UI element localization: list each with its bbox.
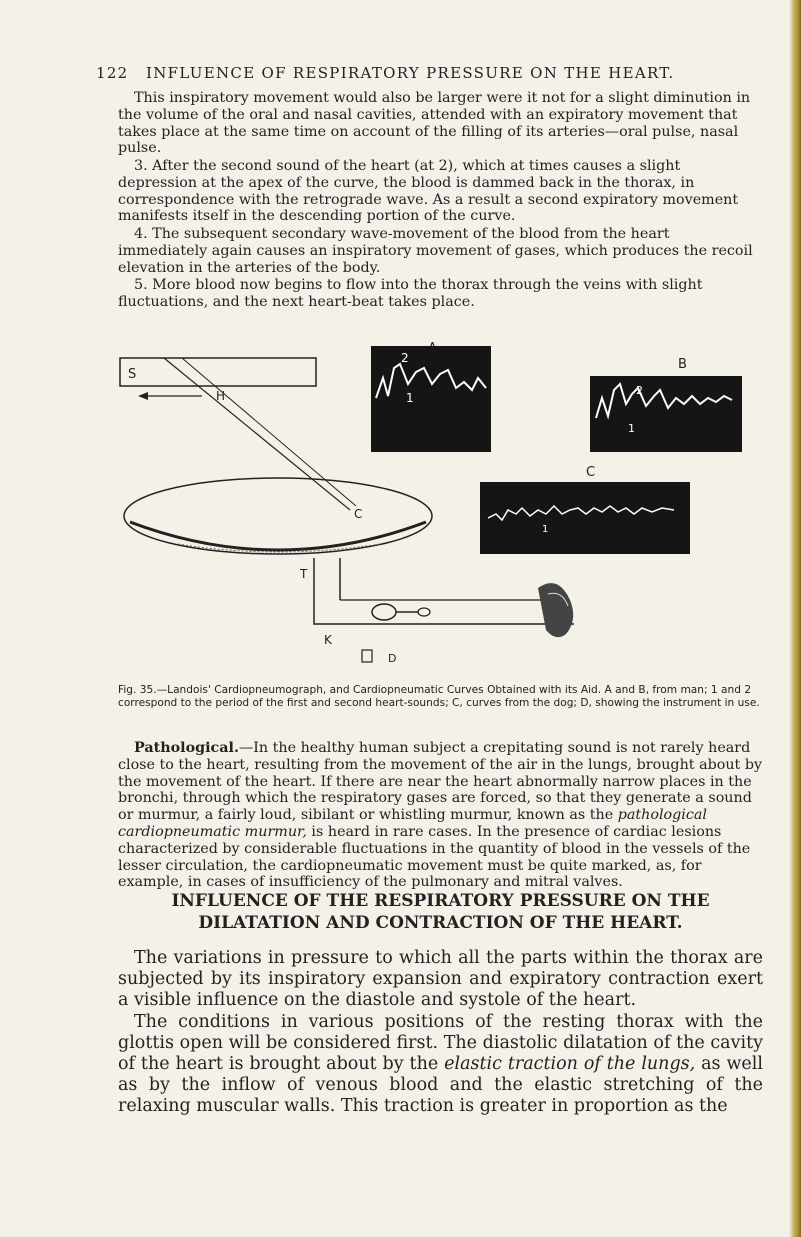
label-d-box (362, 650, 372, 662)
body-p2-b: as well as by the inflow of venous blood and the elastic stretching of the relaxing muscular walls. This traction is greater in proportion as the (118, 1054, 763, 1116)
pathological-lead: Pathological. (134, 740, 239, 756)
body-p2-italic: elastic traction of the lungs, (444, 1054, 696, 1074)
label-d: D (388, 652, 397, 665)
figure-caption: Fig. 35.—Landois' Cardiopneumograph, and Cardiopneumatic Curves Obtained with its Aid. A and B, from man; 1 and 2 correspond to the period of the first and second heart-sounds; C, curves from the dog; D, showing the instrument in use. (118, 684, 760, 709)
tube-and-stand (299, 558, 574, 665)
label-k: K (324, 633, 332, 647)
label-c-curve: C (586, 465, 596, 480)
pathological-text: —In the healthy human subject a crepitating sound is not rarely heard close to the heart, resulting from the movement of the air in the lungs, brought about by the movement of the heart. If there are near the heart abnormally narrow places in the bronchi, through which the respiratory gases are forced, so that they generate a sound or murmur, a fairly loud, sibilant or whistling murmur, known as the (118, 740, 763, 824)
tambour-drum (124, 478, 432, 554)
page-edge (789, 0, 801, 1237)
label-one-a: 1 (406, 391, 414, 405)
page-number: 122 (96, 64, 129, 82)
paragraph-2: 3. After the second sound of the heart (at 2), which at times causes a slight depression at the apex of the curve, the blood is dammed back in the thorax, in correspondence with the retrograde wave. As a result a second expiratory movement manifests itself in the descending portion of the curve. (118, 158, 739, 225)
label-c-drum: C (354, 507, 363, 521)
pathological-italic: pathological cardiopneumatic murmur, (118, 807, 707, 840)
section-heading: INFLUENCE OF THE RESPIRATORY PRESSURE ON THE DILATATION AND CONTRACTION OF THE HEART. (171, 891, 710, 933)
label-t: T (300, 567, 308, 581)
label-h: H (216, 389, 226, 403)
running-title: INFLUENCE OF RESPIRATORY PRESSURE ON THE HEART. (146, 64, 675, 82)
label-two-a: 2 (401, 351, 409, 365)
pathological-text-2: is heard in rare cases. In the presence of cardiac lesions characterized by considerable fluctuations in the quantity of blood in the vessels of the lesser circulation, the cardiopneumatic movement must be quite marked, as, for example, in cases of insufficiency of the pulmonary and mitral valves. (118, 823, 751, 891)
curve-panel-c (480, 482, 690, 554)
label-b: B (678, 357, 687, 372)
label-two-b: 2 (636, 384, 643, 397)
label-one-b: 1 (628, 422, 635, 435)
paragraph-3: 4. The subsequent secondary wave-movement of the blood from the heart immediately again causes an inspiratory movement of gases, which produces the recoil elevation in the arteries of the body. (118, 226, 753, 276)
figure-35 (118, 338, 763, 678)
curve-panel-a (371, 346, 491, 452)
paragraph-4: 5. More blood now begins to flow into the thorax through the veins with slight fluctuations, and the next heart-beat takes place. (118, 277, 703, 310)
paragraph-1: This inspiratory movement would also be larger were it not for a slight diminution in the volume of the oral and nasal cavities, attended with an expiratory movement that takes place at the same time on account of the filling of its arteries—oral pulse, nasal pulse. (118, 90, 751, 157)
body-p2-a: The conditions in various positions of the resting thorax with the glottis open will be considered first. The diastolic dilatation of the cavity of the heart is brought about by the (118, 1012, 763, 1074)
curve-panel-b (590, 376, 742, 452)
running-header (96, 64, 756, 82)
label-s: S (128, 367, 137, 382)
body-paragraph-1: The variations in pressure to which all the parts within the thorax are subjected by its inspiratory expansion and expiratory contraction exert a visible influence on the diastole and systole of the heart. (118, 948, 763, 1010)
cardiopneumograph-illustration (118, 338, 763, 678)
pathological-paragraph (118, 740, 763, 891)
body-paragraph-2 (118, 1012, 763, 1117)
label-one-c: 1 (542, 524, 549, 535)
recording-lever (120, 358, 356, 510)
